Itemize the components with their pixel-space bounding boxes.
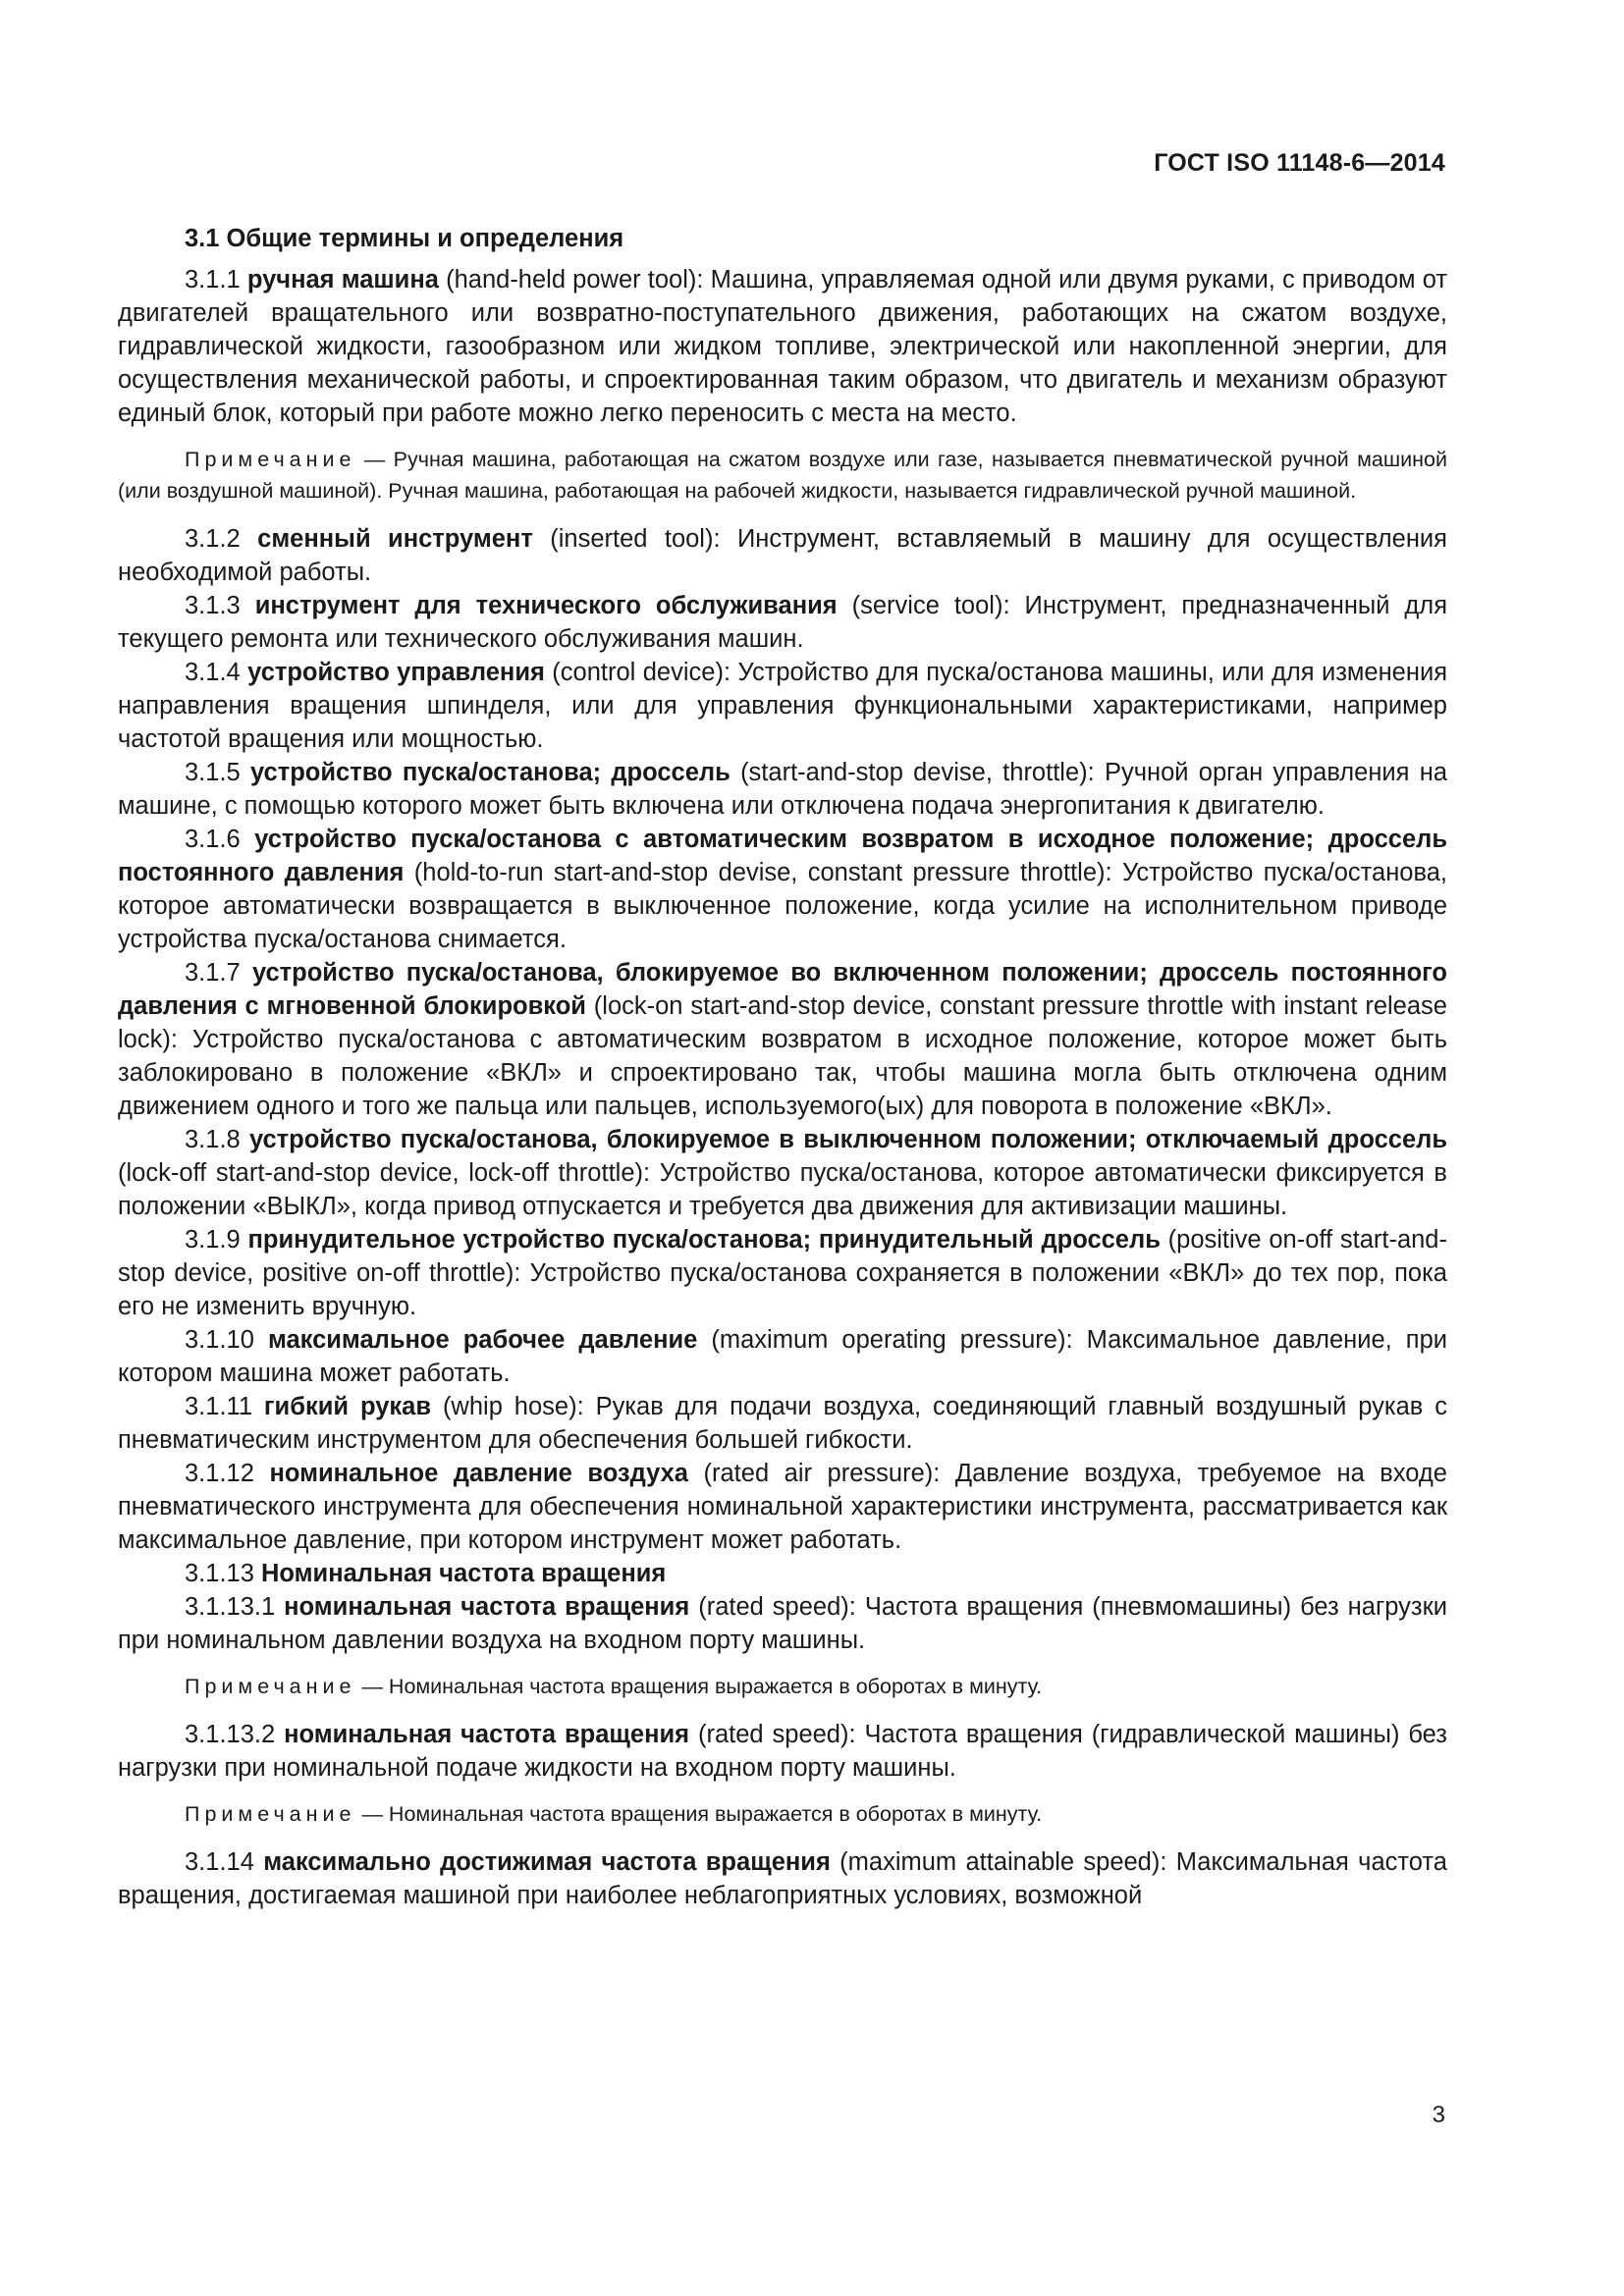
- note-3-1-13-2: Примечание — Номинальная частота вращения выражается в оборотах в минуту.: [185, 1802, 1043, 1826]
- page-number: 3: [1432, 2102, 1445, 2128]
- term-3-1-10: 3.1.10 максимальное рабочее давление (maximum operating pressure): Максимальное давление, при котором машина может работать.: [118, 1326, 1447, 1387]
- term-3-1-2: 3.1.2 сменный инструмент (inserted tool): Инструмент, вставляемый в машину для осуществления необходимой работы.: [118, 525, 1447, 586]
- term-3-1-13-2: 3.1.13.2 номинальная частота вращения (rated speed): Частота вращения (гидравлической машины) без нагрузки при номинальной подаче жидкости на входном порту машины.: [118, 1721, 1447, 1782]
- note-label: Примечание: [185, 1802, 356, 1826]
- note-3-1-13-1: Примечание — Номинальная частота вращения выражается в оборотах в минуту.: [185, 1675, 1043, 1698]
- term-3-1-1: 3.1.1 ручная машина (hand-held power tool): Машина, управляемая одной или двумя руками, с приводом от двигателей вращательного или возвратно-поступательного движения, работающих на сжатом воздухе, гидравлической жидкости, газообразном или жидком топливе, электрической или накопленной энергии, для осуществления механической работы, и спроектированная таким образом, что двигатель и механизм образуют единый блок, который при работе можно легко переносить с места на место.: [118, 266, 1448, 427]
- section-title: 3.1 Общие термины и определения: [185, 225, 624, 252]
- note-3-1-1: Примечание — Ручная машина, работающая на сжатом воздухе или газе, называется пневматической ручной машиной (или воздушной машиной). Ручная машина, работающая на рабочей жидкости, называется гидравлической ручной машиной.: [118, 448, 1447, 503]
- term-3-1-13-1: 3.1.13.1 номинальная частота вращения (rated speed): Частота вращения (пневмомашины) без нагрузки при номинальном давлении воздуха на входном порту машины.: [118, 1593, 1447, 1654]
- term-3-1-8: 3.1.8 устройство пуска/останова, блокируемое в выключенном положении; отключаемый дроссель (lock-off start-and-stop device, lock-off throttle): Устройство пуска/останова, которое автоматически фиксируется в положении «ВЫКЛ», когда привод отпускается и требуется два движения для активизации машины.: [118, 1126, 1447, 1220]
- document-header: ГОСТ ISO 11148-6—2014: [1154, 149, 1445, 177]
- term-3-1-7: 3.1.7 устройство пуска/останова, блокируемое во включенном положении; дроссель постоянного давления с мгновенной блокировкой (lock-on start-and-stop device, constant pressure throttle with instant release lock): Устройство пуска/останова с автоматическим возвратом в исходное положение, которое может быть заблокировано в положение «ВКЛ» и спроектировано так, чтобы машина могла быть отключена одним движением одного и того же пальца или пальцев, используемого(ых) для поворота в положение «ВКЛ».: [118, 959, 1448, 1120]
- term-3-1-9: 3.1.9 принудительное устройство пуска/останова; принудительный дроссель (positive on-off start-and-stop device, positive on-off throttle): Устройство пуска/останова сохраняется в положении «ВКЛ» до тех пор, пока его не изменить вручную.: [118, 1226, 1447, 1320]
- term-3-1-3: 3.1.3 инструмент для технического обслуживания (service tool): Инструмент, предназначенный для текущего ремонта или технического обслуживания машин.: [118, 592, 1447, 653]
- term-3-1-4: 3.1.4 устройство управления (control device): Устройство для пуска/останова машины, или для изменения направления вращения шпинделя, или для управления функциональными характеристиками, например частотой вращения или мощностью.: [118, 659, 1448, 753]
- note-label: Примечание: [185, 448, 356, 471]
- term-3-1-14: 3.1.14 максимально достижимая частота вращения (maximum attainable speed): Максимальная частота вращения, достигаемая машиной при наиболее неблагоприятных условиях, возможной: [118, 1848, 1447, 1909]
- term-3-1-5: 3.1.5 устройство пуска/останова; дроссель (start-and-stop devise, throttle): Ручной орган управления на машине, с помощью которого может быть включена или отключена подача энергопитания к двигателю.: [118, 759, 1448, 820]
- term-3-1-6: 3.1.6 устройство пуска/останова с автоматическим возвратом в исходное положение; дроссель постоянного давления (hold-to-run start-and-stop devise, constant pressure throttle): Устройство пуска/останова, которое автоматически возвращается в выключенное положение, когда усилие на исполнительном приводе устройства пуска/останова снимается.: [118, 826, 1447, 953]
- note-label: Примечание: [185, 1675, 356, 1698]
- term-3-1-12: 3.1.12 номинальное давление воздуха (rated air pressure): Давление воздуха, требуемое на входе пневматического инструмента для обеспечения номинальной характеристики инструмента, рассматривается как максимальное давление, при котором инструмент может работать.: [118, 1460, 1447, 1554]
- document-body: [118, 222, 1447, 1912]
- term-3-1-11: 3.1.11 гибкий рукав (whip hose): Рукав для подачи воздуха, соединяющий главный воздушный рукав с пневматическим инструментом для обеспечения большей гибкости.: [118, 1393, 1447, 1454]
- term-3-1-13-heading: 3.1.13 Номинальная частота вращения: [185, 1560, 667, 1587]
